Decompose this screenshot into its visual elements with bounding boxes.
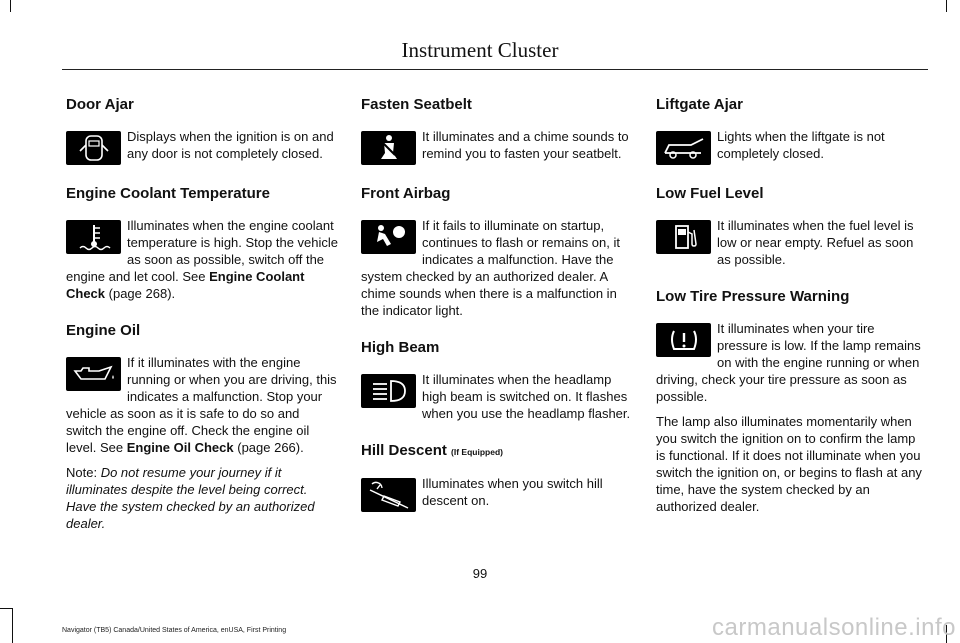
seatbelt-icon bbox=[361, 131, 416, 165]
engine-oil-heading: Engine Oil bbox=[66, 322, 141, 339]
high-beam-heading: High Beam bbox=[361, 339, 440, 356]
hill-descent-text: Illuminates when you switch hill descent on. bbox=[422, 476, 603, 508]
seatbelt-text: It illuminates and a chime sounds to remind you to fasten your seatbelt. bbox=[422, 129, 629, 161]
tire-pressure-section bbox=[656, 288, 928, 515]
column-middle bbox=[361, 96, 633, 532]
airbag-section bbox=[361, 185, 633, 319]
header-divider bbox=[62, 69, 928, 70]
door-ajar-section bbox=[66, 96, 338, 165]
fuel-heading: Low Fuel Level bbox=[656, 185, 764, 202]
engine-oil-text: If it illuminates with the engine running or when you are driving, this indicates a malfunction. Stop your vehicle as soon as it is safe to do so and switch the engine off. Check the engine oil level. See Engine Oil Check (page 266). bbox=[66, 355, 337, 455]
high-beam-icon bbox=[361, 374, 416, 408]
watermark: carmanualsonline.info bbox=[712, 614, 956, 641]
engine-oil-note: Note: Do not resume your journey if it illuminates despite the level being correct. Have the system checked by an authorized dealer. bbox=[66, 465, 315, 531]
column-left bbox=[66, 96, 338, 552]
hill-descent-icon bbox=[361, 478, 416, 512]
door-ajar-heading: Door Ajar bbox=[66, 96, 134, 113]
page-title: Instrument Cluster bbox=[401, 38, 559, 62]
door-ajar-icon bbox=[66, 131, 121, 165]
engine-oil-section bbox=[66, 322, 338, 532]
seatbelt-heading: Fasten Seatbelt bbox=[361, 96, 472, 113]
seatbelt-section bbox=[361, 96, 633, 165]
crop-mark bbox=[946, 0, 947, 12]
airbag-heading: Front Airbag bbox=[361, 185, 451, 202]
high-beam-text: It illuminates when the headlamp high beam is switched on. It flashes when you use the headlamp flasher. bbox=[422, 372, 631, 421]
hill-descent-heading: Hill Descent (If Equipped) bbox=[361, 442, 503, 459]
liftgate-heading: Liftgate Ajar bbox=[656, 96, 743, 113]
liftgate-section bbox=[656, 96, 928, 165]
tire-pressure-heading: Low Tire Pressure Warning bbox=[656, 288, 850, 305]
liftgate-ajar-icon bbox=[656, 131, 711, 165]
fuel-section bbox=[656, 185, 928, 268]
crop-mark bbox=[12, 608, 13, 643]
footer-text: Navigator (TB5) Canada/United States of America, enUSA, First Printing bbox=[62, 627, 287, 634]
engine-oil-icon bbox=[66, 357, 121, 391]
tire-pressure-text: It illuminates when your tire pressure is low. If the lamp remains on with the engine running or when driving, check your tire pressure as soon as possible. bbox=[656, 321, 921, 404]
tire-pressure-icon bbox=[656, 323, 711, 357]
fuel-text: It illuminates when the fuel level is low or near empty. Refuel as soon as possible. bbox=[717, 218, 914, 267]
column-right bbox=[656, 96, 928, 535]
crop-mark bbox=[0, 608, 12, 609]
coolant-temperature-icon bbox=[66, 220, 121, 254]
coolant-section bbox=[66, 185, 338, 302]
engine-oil-check-link[interactable]: Engine Oil Check bbox=[126, 440, 234, 455]
high-beam-section bbox=[361, 339, 633, 422]
crop-mark bbox=[10, 0, 11, 12]
fuel-pump-icon bbox=[656, 220, 711, 254]
airbag-text: If it fails to illuminate on startup, continues to flash or remains on, it indicates a malfunction. Have the system checked by an authorized dealer. A chime sounds when there is a malfunction in the indicator light. bbox=[361, 218, 620, 318]
door-ajar-text: Displays when the ignition is on and any door is not completely closed. bbox=[127, 129, 334, 161]
page-number: 99 bbox=[472, 566, 488, 581]
hill-descent-section bbox=[361, 442, 633, 512]
coolant-heading: Engine Coolant Temperature bbox=[66, 185, 270, 202]
if-equipped-label: (If Equipped) bbox=[451, 447, 503, 457]
coolant-check-link[interactable]: Engine Coolant Check bbox=[66, 269, 305, 301]
tire-pressure-paragraph: The lamp also illuminates momentarily when you switch the ignition on to confirm the lamp is functional. If it does not illuminate when you switch the ignition on, or begins to flash at any time, have the system checked by an authorized dealer. bbox=[656, 414, 922, 514]
coolant-text: Illuminates when the engine coolant temperature is high. Stop the vehicle as soon as possible, switch off the engine and let cool. See Engine Coolant Check (page 268). bbox=[66, 218, 339, 301]
airbag-icon bbox=[361, 220, 416, 254]
liftgate-text: Lights when the liftgate is not completely closed. bbox=[717, 129, 885, 161]
